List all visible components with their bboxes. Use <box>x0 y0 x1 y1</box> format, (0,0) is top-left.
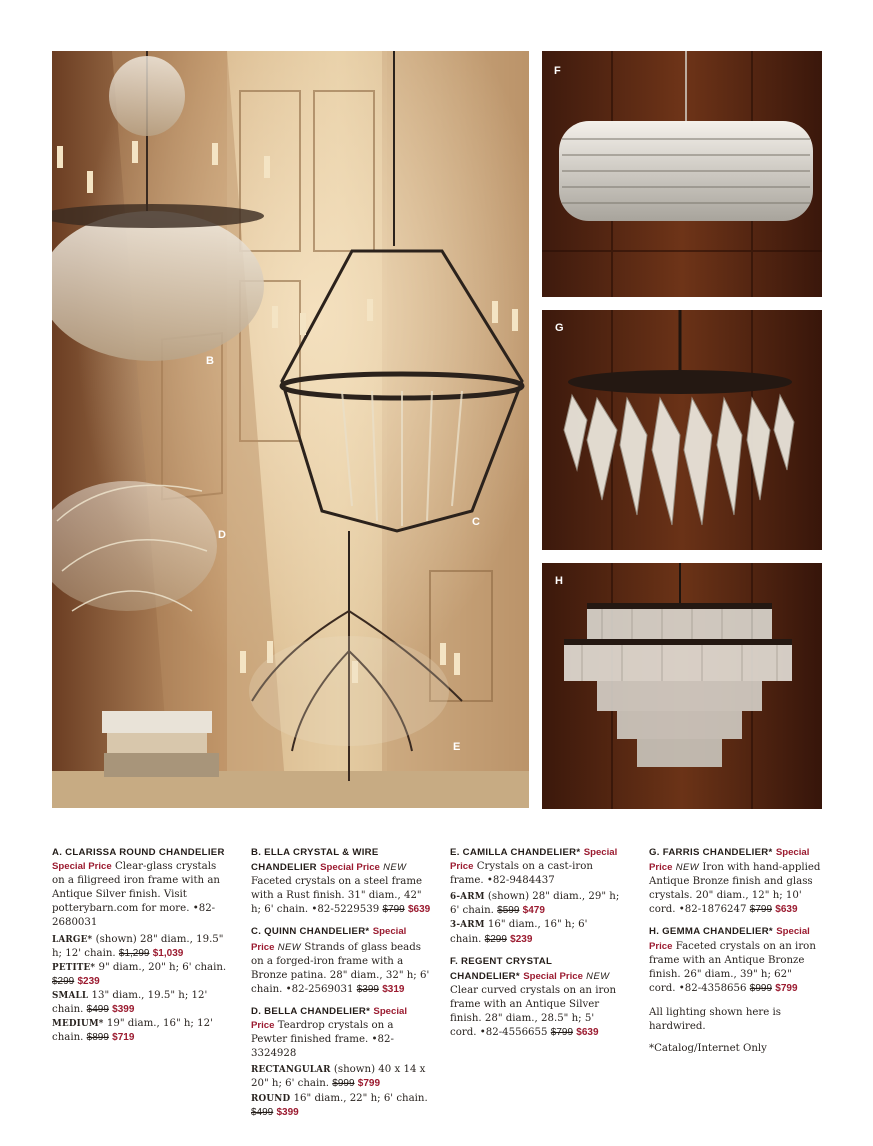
main-room-photo <box>52 51 529 808</box>
product-ef-block <box>450 846 620 1048</box>
product-g-sku: •82-1876247 <box>678 904 747 916</box>
product-g-was-price: $799 <box>749 904 773 916</box>
product-d-sku: •82-3324928 <box>251 1034 394 1060</box>
product-g-title: G. FARRIS CHANDELIER* <box>649 847 773 858</box>
product-h-was-price: $999 <box>749 982 773 994</box>
product-e-desc: Crystals on a cast-iron frame. <box>450 861 593 887</box>
product-a-description <box>52 846 230 931</box>
product-b-new-badge: NEW <box>383 861 407 873</box>
product-c-new-badge: NEW <box>277 940 302 952</box>
product-d-description <box>251 1005 431 1061</box>
product-a-size-medium <box>52 1017 230 1045</box>
product-e-description <box>450 846 620 888</box>
photo-label-g: G <box>555 322 565 334</box>
size-detail: (shown) 28" diam., 29" h; 6' chain. <box>450 891 620 917</box>
sale-price: $399 <box>112 1004 135 1016</box>
product-e-sku: •82-9484437 <box>486 875 555 887</box>
photo-f-regent <box>542 51 822 297</box>
product-b-special-price: Special Price <box>320 862 380 874</box>
product-f-sale-price: $639 <box>576 1027 599 1039</box>
product-f-desc: Clear curved crystals on an iron frame with an Antique Silver finish. 28" diam., 28.5" h; 5' cord. <box>450 984 617 1039</box>
was-price: $299 <box>52 975 75 987</box>
product-b-desc: Faceted crystals on a steel frame with a Rust finish. 31" diam., 42" h; 6' chain. <box>251 876 423 916</box>
product-g-description <box>649 846 821 917</box>
size-name: SMALL <box>52 990 89 1001</box>
sale-price: $239 <box>77 975 100 987</box>
product-h-special-price: Special Price <box>649 926 810 952</box>
sale-price: $399 <box>276 1106 299 1118</box>
sale-price: $479 <box>522 905 545 917</box>
was-price: $499 <box>86 1004 109 1016</box>
product-c-desc: Strands of glass beads on a forged-iron frame with a Bronze patina. 28" diam., 32" h; 6' chain. <box>251 941 430 995</box>
product-f-was-price: $799 <box>550 1027 574 1039</box>
size-detail: 16" diam., 16" h; 6' chain. <box>450 919 588 945</box>
product-b-description <box>251 846 431 917</box>
product-g-sale-price: $639 <box>775 904 798 916</box>
product-c-title: C. QUINN CHANDELIER* <box>251 926 370 938</box>
size-detail: (shown) 28" diam., 19.5" h; 12' chain. <box>52 933 224 959</box>
size-detail: 19" diam., 16" h; 12' chain. <box>52 1018 213 1044</box>
size-name: 3-ARM <box>450 920 485 931</box>
product-bcd-block <box>251 846 431 1120</box>
size-name: RECTANGULAR <box>251 1065 331 1076</box>
product-g-special-price: Special Price <box>649 847 810 874</box>
product-h-sku: •82-4358656 <box>678 982 747 994</box>
product-a-sku: •82-2680031 <box>52 903 216 929</box>
product-f-new-badge: NEW <box>586 969 610 981</box>
was-price: $299 <box>484 933 507 945</box>
product-f-sku: •82-4556655 <box>479 1027 548 1039</box>
product-a-special-price: Special Price <box>52 861 112 873</box>
product-f-description <box>450 955 620 1041</box>
photo-g-farris <box>542 310 822 550</box>
product-b-was-price: $799 <box>382 904 405 916</box>
photo-label-d: D <box>218 529 227 541</box>
hardwired-note: All lighting shown here is hardwired. <box>649 1006 782 1033</box>
sale-price: $799 <box>357 1078 381 1090</box>
size-name: PETITE* <box>52 962 96 973</box>
product-c-sale-price: $319 <box>382 983 405 995</box>
sale-price: $1,039 <box>152 947 184 959</box>
size-detail: 16" diam., 22" h; 6' chain. <box>293 1092 428 1104</box>
product-h-desc: Faceted crystals on an iron frame with an Antique Bronze finish. 26" diam., 39" h; 62" cord. <box>649 940 816 994</box>
product-a-size-large <box>52 933 230 961</box>
product-b-sku: •82-5229539 <box>311 904 380 916</box>
product-e-special-price: Special Price <box>450 847 618 873</box>
product-a-size-petite <box>52 961 230 989</box>
product-f-title: F. REGENT CRYSTAL CHANDELIER* <box>450 955 552 982</box>
product-c-description <box>251 925 431 996</box>
was-price: $599 <box>497 905 520 917</box>
product-d-desc: Teardrop crystals on a Pewter finished frame. <box>251 1020 394 1046</box>
product-d-special-price: Special Price <box>251 1005 408 1032</box>
sale-price: $239 <box>510 933 533 945</box>
was-price: $899 <box>86 1032 109 1044</box>
photo-label-e: E <box>453 741 461 753</box>
size-detail: 9" diam., 20" h; 6' chain. <box>98 961 227 973</box>
product-c-special-price: Special Price <box>251 926 407 953</box>
product-f-special-price: Special Price <box>523 970 583 982</box>
product-gh-block <box>649 846 821 1064</box>
product-b-title: B. ELLA CRYSTAL & WIRE CHANDELIER <box>251 847 379 874</box>
photo-h-gemma <box>542 563 822 809</box>
product-g-new-badge: NEW <box>675 861 700 873</box>
product-c-was-price: $399 <box>356 983 379 995</box>
product-c-sku: •82-2569031 <box>285 983 354 995</box>
product-b-sale-price: $639 <box>407 904 431 916</box>
product-h-title: H. GEMMA CHANDELIER* <box>649 926 773 938</box>
photo-label-h: H <box>555 575 564 587</box>
product-g-desc: Iron with hand-applied Antique Bronze finish and glass crystals. 20" diam., 12" h; 10' cord. <box>649 862 821 916</box>
product-a-size-small <box>52 989 230 1017</box>
size-name: ROUND <box>251 1093 291 1104</box>
catalog-only-note: *Catalog/Internet Only <box>649 1043 767 1055</box>
size-name: 6-ARM <box>450 892 485 903</box>
size-detail: 13" diam., 19.5" h; 12' chain. <box>52 989 208 1016</box>
product-h-sale-price: $799 <box>775 982 798 994</box>
product-a-desc: Clear-glass crystals on a filigreed iron frame with an Antique Silver finish. Visit potterybarn.com for more. <box>52 861 220 915</box>
size-name: MEDIUM* <box>52 1019 104 1030</box>
product-e-size-6-arm <box>450 890 620 918</box>
product-d-size-round <box>251 1092 431 1120</box>
was-price: $999 <box>332 1078 355 1090</box>
sale-price: $719 <box>112 1032 135 1044</box>
size-name: LARGE* <box>52 934 93 945</box>
product-d-size-rectangular <box>251 1063 431 1091</box>
was-price: $499 <box>251 1106 274 1118</box>
size-detail: (shown) 40 x 14 x 20" h; 6' chain. <box>251 1064 426 1090</box>
product-h-description <box>649 925 821 995</box>
was-price: $1,299 <box>118 947 150 959</box>
photo-label-b: B <box>206 355 215 367</box>
photo-label-f: F <box>554 65 562 77</box>
product-a-block <box>52 846 230 1045</box>
photo-label-c: C <box>472 516 481 528</box>
product-d-title: D. BELLA CHANDELIER* <box>251 1005 371 1017</box>
product-e-title: E. CAMILLA CHANDELIER* <box>450 847 581 858</box>
product-e-size-3-arm <box>450 918 620 946</box>
product-a-title: A. CLARISSA ROUND CHANDELIER <box>52 847 225 858</box>
